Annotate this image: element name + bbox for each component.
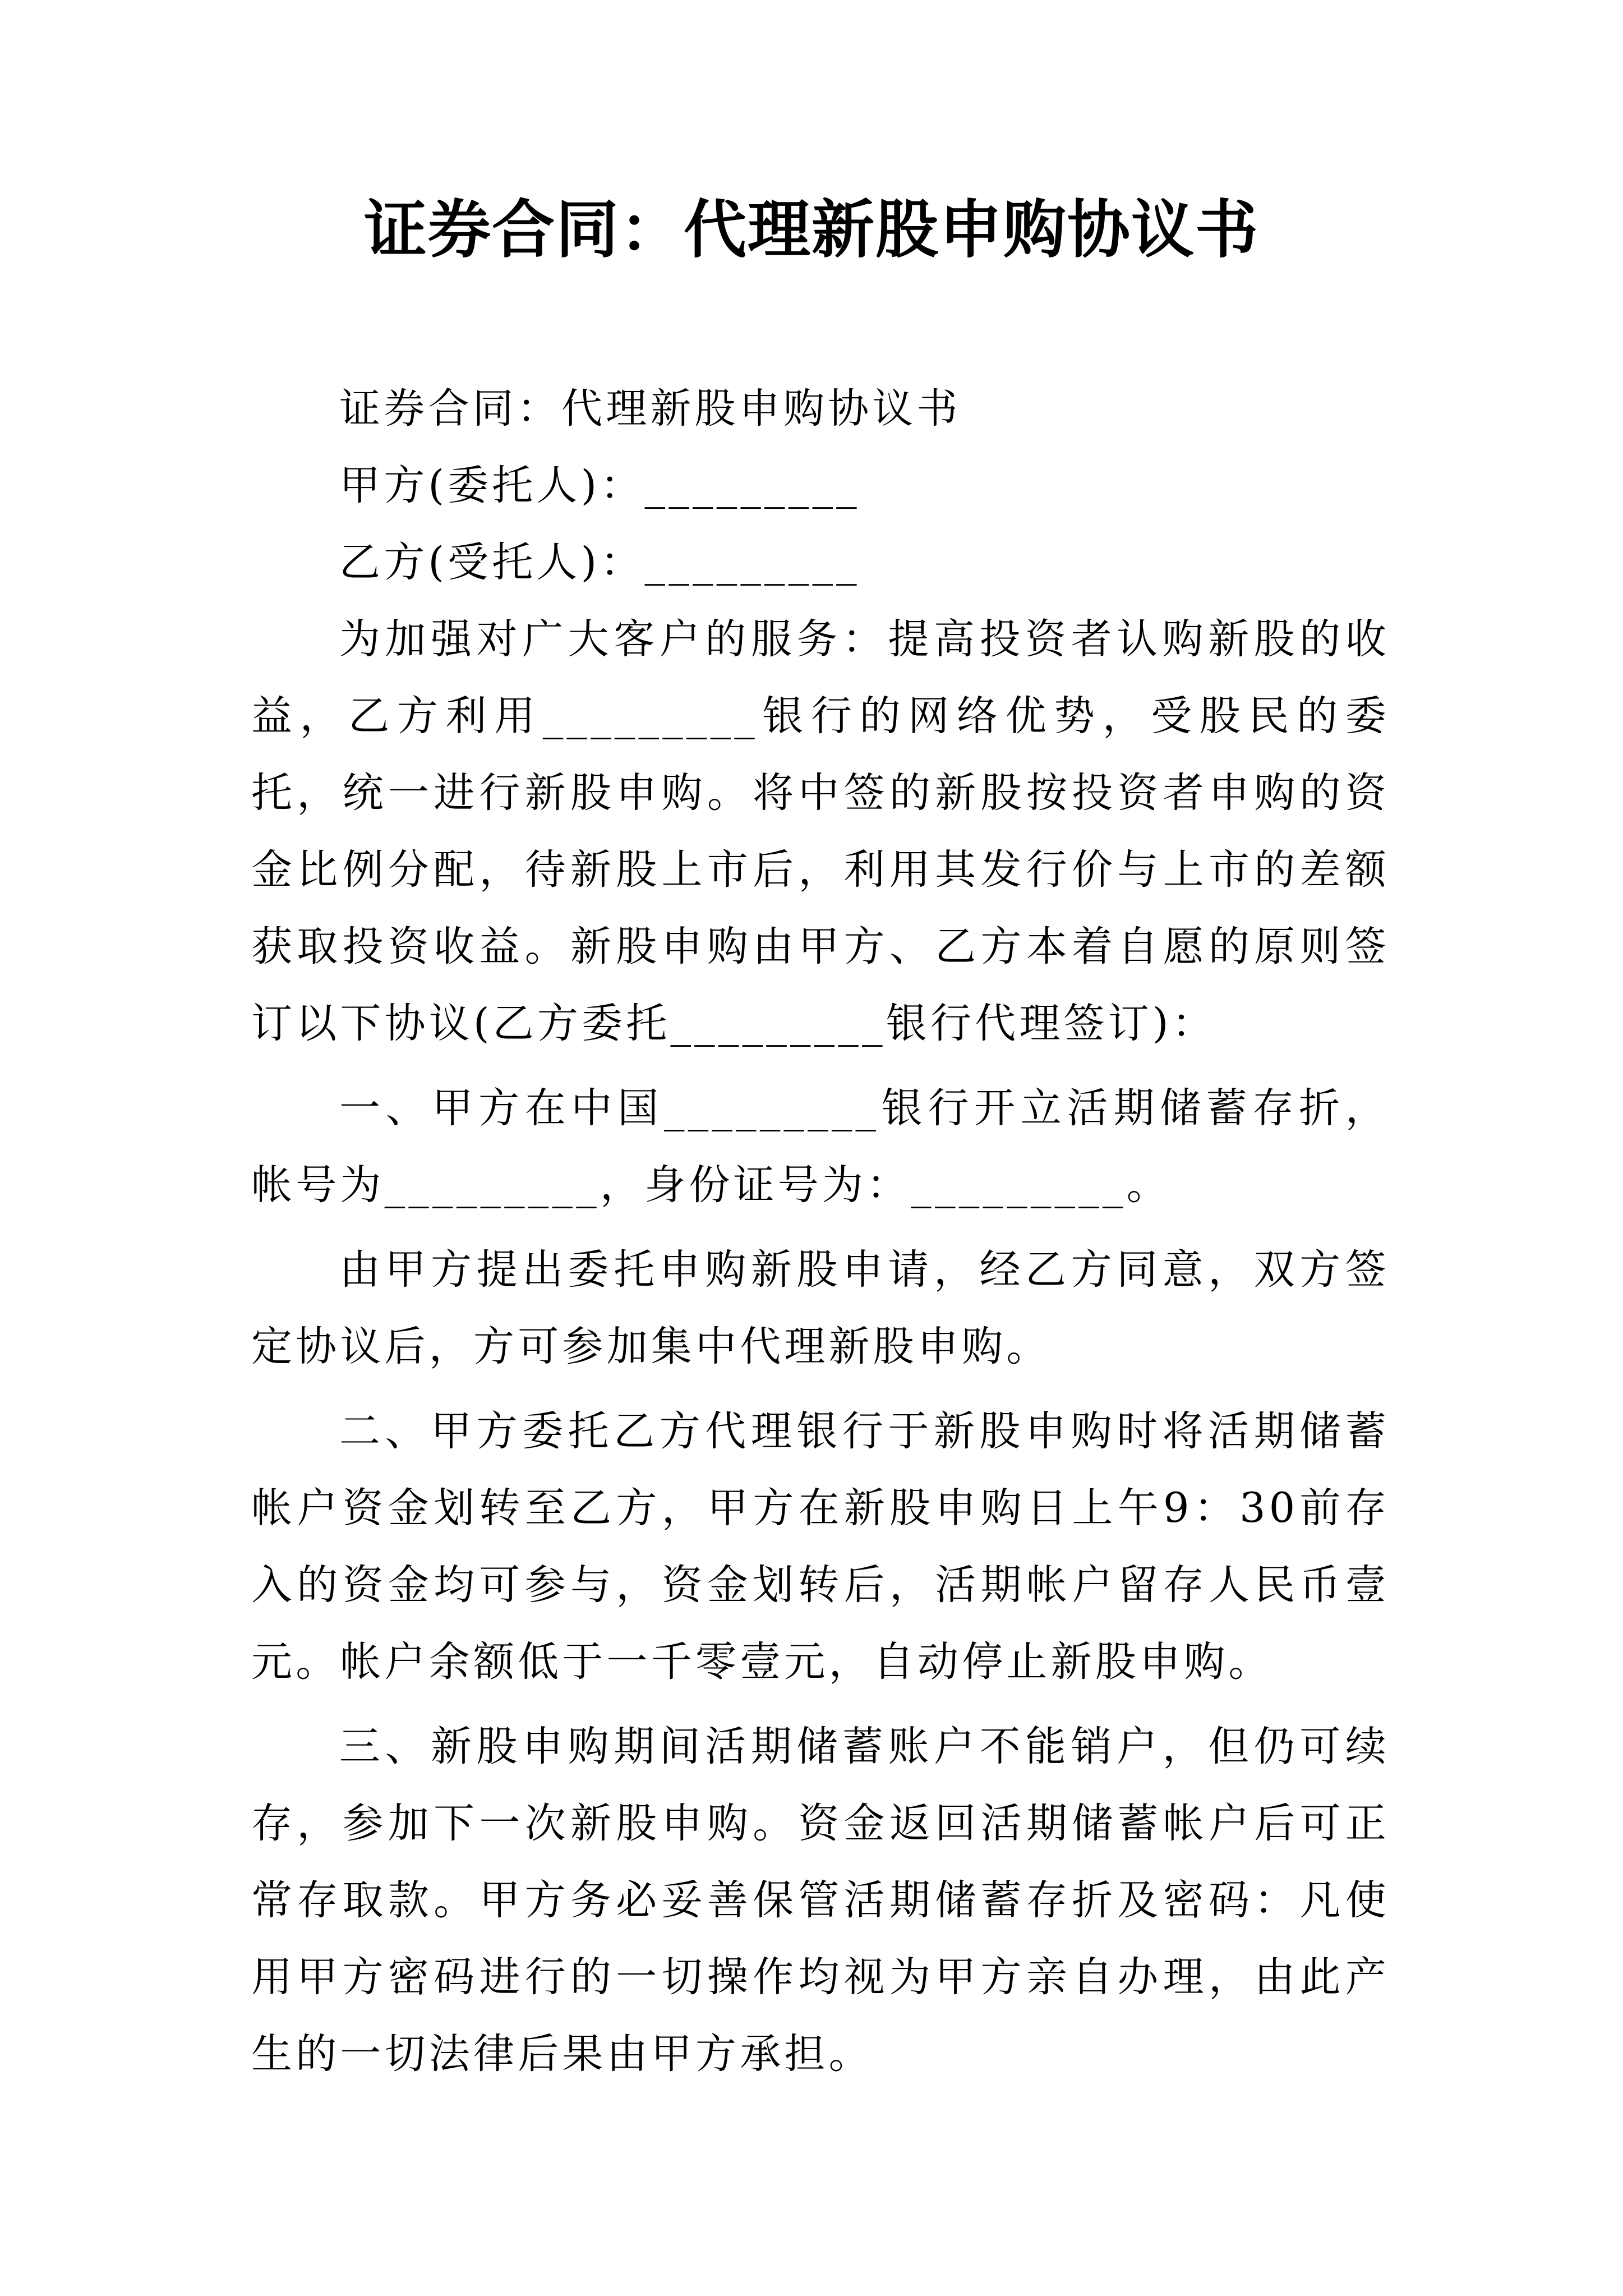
paragraph-clause-1: 一、甲方在中国_________银行开立活期储蓄存折，帐号为_________，身份证号为：_________。 <box>251 1084 1390 1209</box>
paragraph-clause-3: 三、新股申购期间活期储蓄账户不能销户，但仍可续存，参加下一次新股申购。资金返回活期储蓄帐户后可正常存取款。甲方务必妥善保管活期储蓄存折及密码：凡使用甲方密码进行的一切操作均视为甲方亲自办理，由此产生的一切法律后果由甲方承担。 <box>251 1723 1390 2078</box>
paragraph-party-a: 甲方(委托人)：_________ <box>339 462 860 509</box>
document-body <box>251 370 1390 2092</box>
document-title: 证券合同：代理新股申购协议书 <box>364 193 1259 266</box>
paragraph-party-b: 乙方(受托人)：_________ <box>339 539 860 586</box>
paragraph-clause-1-note: 由甲方提出委托申购新股申请，经乙方同意，双方签定协议后，方可参加集中代理新股申购。 <box>251 1246 1390 1370</box>
paragraph-preamble: 为加强对广大客户的服务：提高投资者认购新股的收益，乙方利用_________银行的网络优势，受股民的委托，统一进行新股申购。将中签的新股按投资者申购的资金比例分配，待新股上市后，利用其发行价与上市的差额获取投资收益。新股申购由甲方、乙方本着自愿的原则签订以下协议(乙方委托_________银行代理签订)： <box>251 615 1390 1047</box>
paragraph-heading: 证券合同：代理新股申购协议书 <box>339 385 961 432</box>
paragraph-clause-2: 二、甲方委托乙方代理银行于新股申购时将活期储蓄帐户资金划转至乙方，甲方在新股申购日上午9：30前存入的资金均可参与，资金划转后，活期帐户留存人民币壹元。帐户余额低于一千零壹元，自动停止新股申购。 <box>251 1407 1390 1686</box>
